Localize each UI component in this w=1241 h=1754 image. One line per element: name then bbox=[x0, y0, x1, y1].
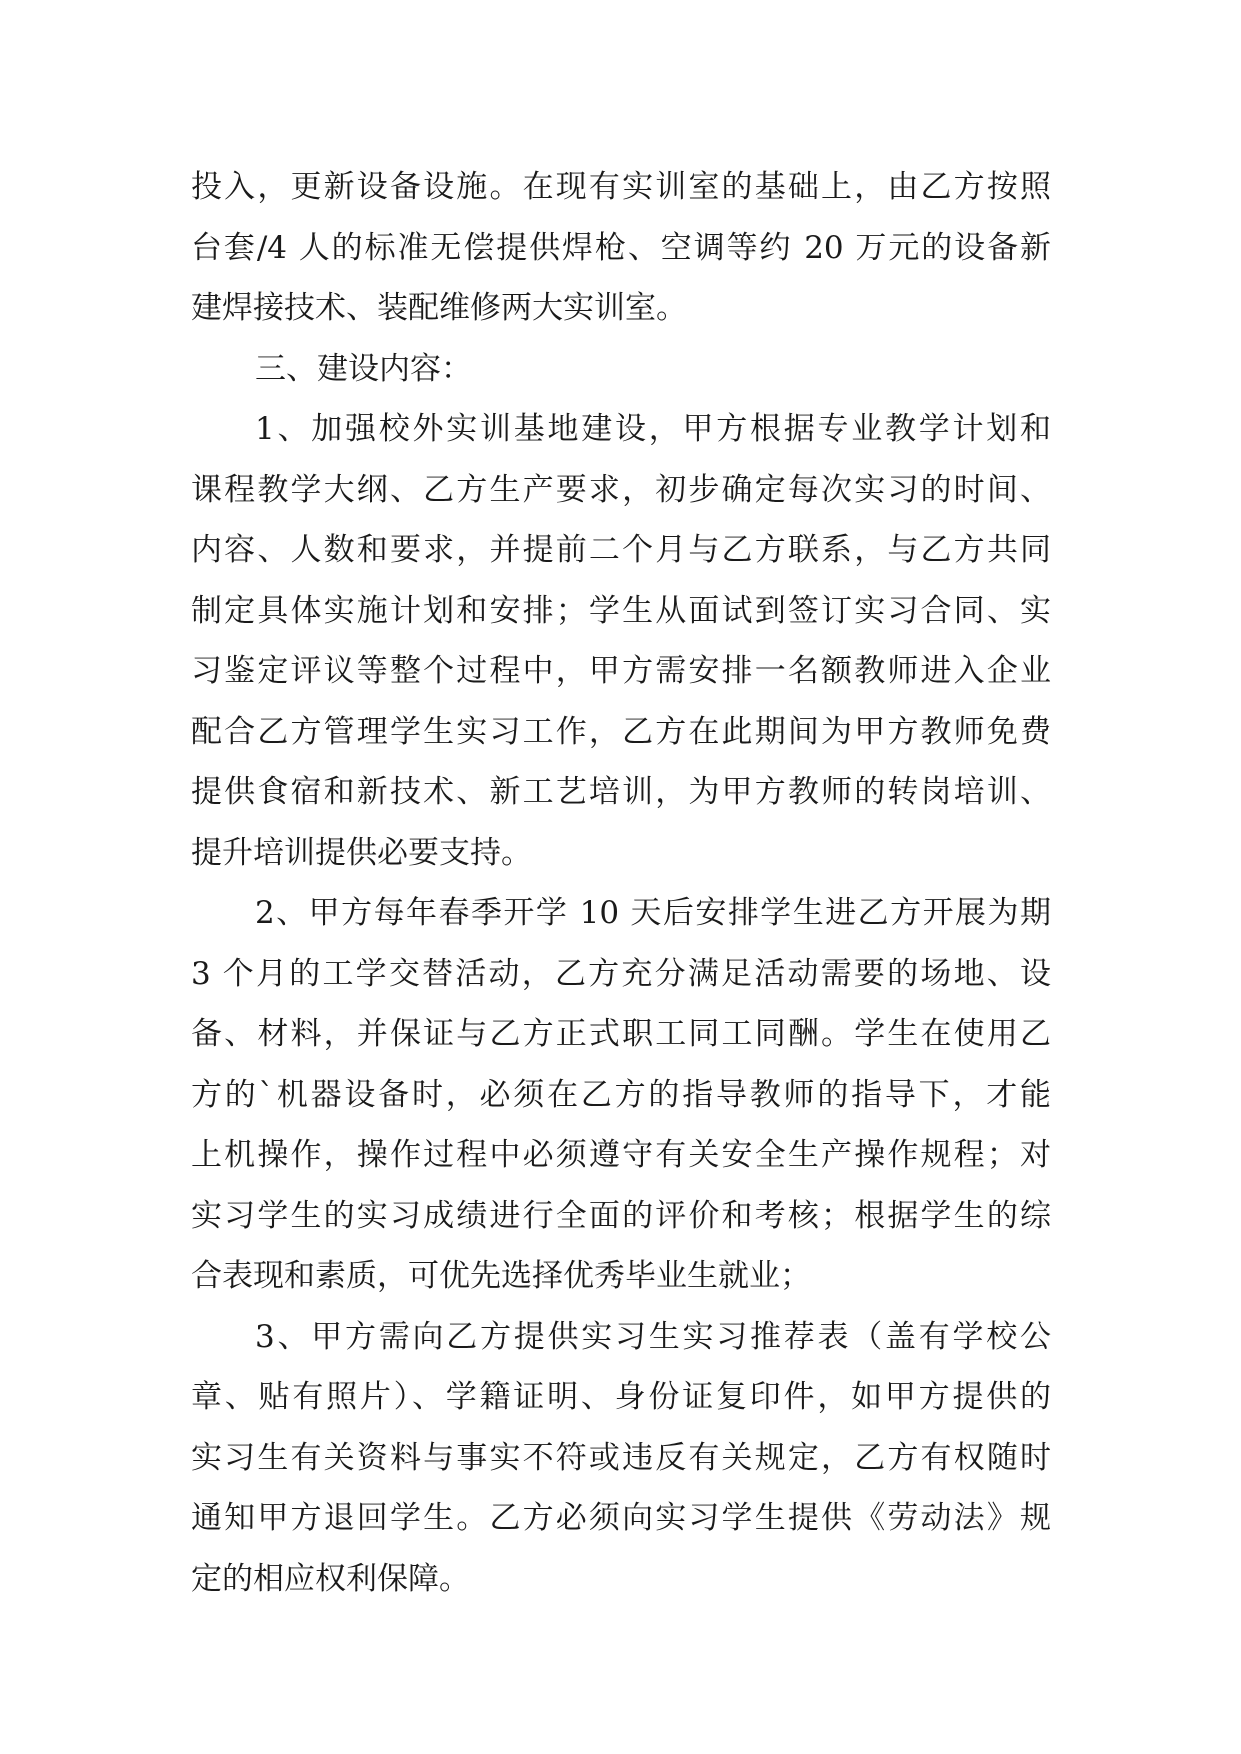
paragraph-equipment-investment bbox=[191, 157, 1051, 339]
section-heading: 三、建设内容： bbox=[255, 350, 472, 387]
text-line: 方的`机器设备时，必须在乙方的指导教师的指导下，才能 bbox=[191, 1076, 1051, 1113]
text-line: 合表现和素质，可优先选择优秀毕业生就业； bbox=[191, 1258, 811, 1294]
paragraph-item-3 bbox=[191, 1307, 1051, 1610]
text-line: 台套/4 人的标准无偿提供焊枪、空调等约 20 万元的设备新 bbox=[191, 229, 1051, 266]
text-line: 投入，更新设备设施。在现有实训室的基础上，由乙方按照 bbox=[191, 169, 1051, 205]
text-line: 习鉴定评议等整个过程中，甲方需安排一名额教师进入企业 bbox=[191, 653, 1051, 689]
text-line: 建焊接技术、装配维修两大实训室。 bbox=[191, 290, 687, 326]
text-line: 3、甲方需向乙方提供实习生实习推荐表（盖有学校公 bbox=[255, 1318, 1051, 1355]
text-line: 备、材料，并保证与乙方正式职工同工同酬。学生在使用乙 bbox=[191, 1016, 1051, 1052]
text-line: 通知甲方退回学生。乙方必须向实习学生提供《劳动法》规 bbox=[191, 1500, 1051, 1536]
text-line: 配合乙方管理学生实习工作，乙方在此期间为甲方教师免费 bbox=[191, 713, 1051, 750]
text-line: 3 个月的工学交替活动，乙方充分满足活动需要的场地、设 bbox=[191, 955, 1051, 992]
text-line: 定的相应权利保障。 bbox=[191, 1560, 470, 1597]
text-line: 2、甲方每年春季开学 10 天后安排学生进乙方开展为期 bbox=[255, 895, 1051, 931]
text-line: 1、加强校外实训基地建设，甲方根据专业教学计划和 bbox=[255, 411, 1051, 447]
paragraph-item-1 bbox=[191, 399, 1051, 883]
text-line: 章、贴有照片）、学籍证明、身份证复印件，如甲方提供的 bbox=[191, 1379, 1051, 1415]
paragraph-item-2 bbox=[191, 883, 1051, 1307]
text-line: 制定具体实施计划和安排；学生从面试到签订实习合同、实 bbox=[191, 592, 1051, 629]
text-line: 实习学生的实习成绩进行全面的评价和考核；根据学生的综 bbox=[191, 1197, 1051, 1234]
text-line: 上机操作，操作过程中必须遵守有关安全生产操作规程；对 bbox=[191, 1137, 1051, 1173]
text-line: 实习生有关资料与事实不符或违反有关规定，乙方有权随时 bbox=[191, 1439, 1051, 1476]
text-line: 提供食宿和新技术、新工艺培训，为甲方教师的转岗培训、 bbox=[191, 774, 1051, 810]
text-line: 课程教学大纲、乙方生产要求，初步确定每次实习的时间、 bbox=[191, 471, 1051, 508]
section-heading-construction-content bbox=[191, 339, 1051, 400]
document-body bbox=[191, 157, 1051, 1609]
text-line: 提升培训提供必要支持。 bbox=[191, 834, 532, 871]
text-line: 内容、人数和要求，并提前二个月与乙方联系，与乙方共同 bbox=[191, 532, 1051, 568]
